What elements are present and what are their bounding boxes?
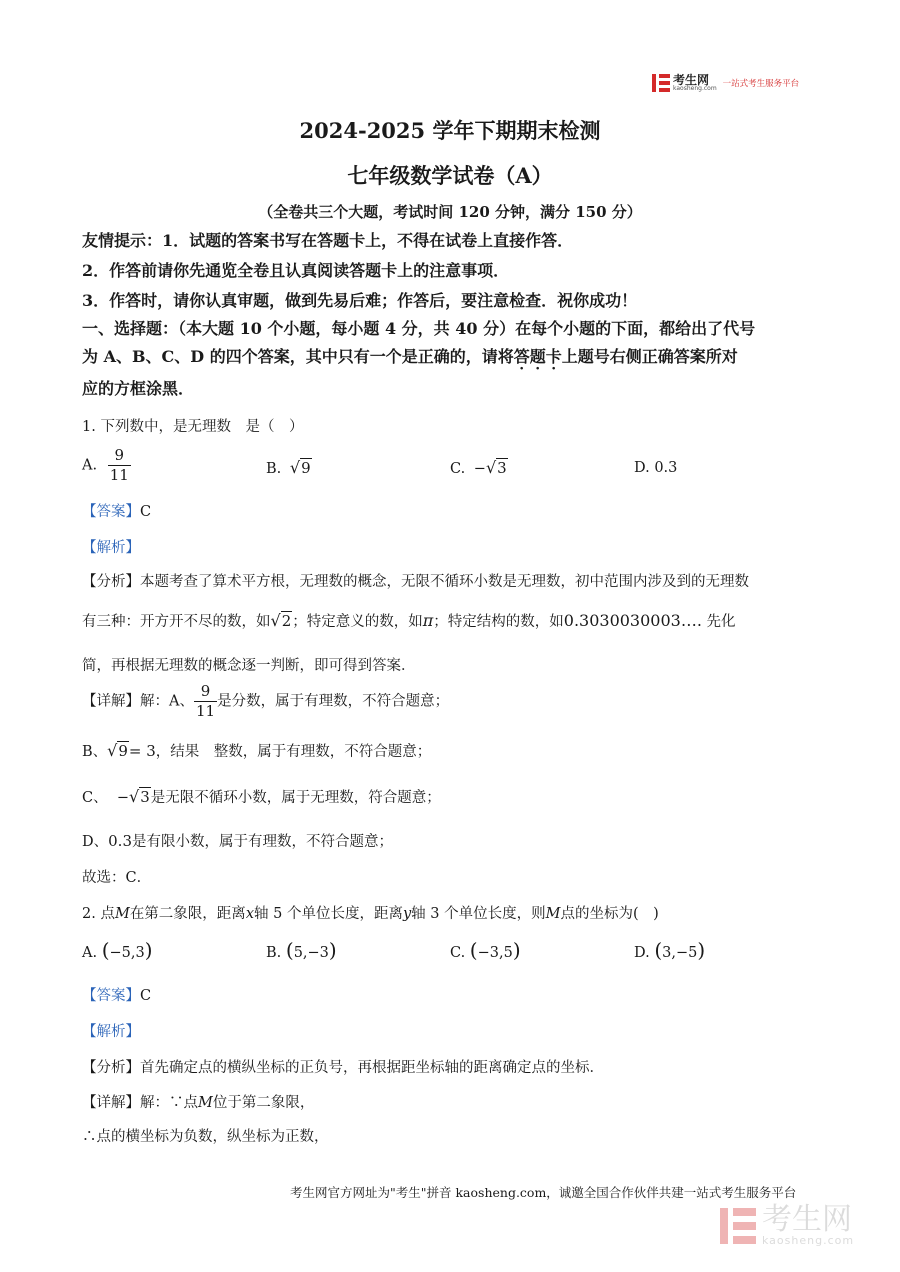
q1-answer: 【答案】C <box>82 504 152 520</box>
q2-answer: 【答案】C <box>82 988 152 1004</box>
q2-option-c: C. (−3,5) <box>450 938 521 962</box>
q1-option-a: A. $\frac{9}{11}$ <box>82 446 129 484</box>
q2-detail: 【详解】解：∵点M位于第二象限， <box>82 1095 315 1111</box>
q1-conclusion: 故选：C． <box>82 870 152 886</box>
logo-slogan: 一站式考生服务平台 <box>722 79 800 89</box>
footer-text: 考生网官方网址为"考生"拼音 kaosheng.com，诚邀全国合作伙伴共建一站式考生服务平台 <box>290 1185 797 1200</box>
tip-2: 2．作答前请你先通览全卷且认真阅读答题卡上的注意事项． <box>82 261 510 280</box>
q2-stem: 2. 点M在第二象限，距离x轴 5 个单位长度，距离y轴 3 个单位长度，则M点的坐标为( ) <box>82 906 659 922</box>
q1-detail-d: D、0.3是有限小数，属于有理数，不符合题意； <box>82 832 393 850</box>
exam-title: 2024-2025 学年下期期末检测 <box>299 118 601 143</box>
watermark-icon <box>720 1208 756 1244</box>
logo-url: kaosheng.com <box>673 85 717 92</box>
section1-line1: 一、选择题：（本大题 10 个小题，每小题 4 分，共 40 分）在每个小题的下面，都给出了代号 <box>82 319 756 338</box>
q2-analysis-tag: 【解析】 <box>82 1024 140 1040</box>
q1-detail-a: 【详解】解：A、 $\frac{9}{11}$ 是分数，属于有理数，不符合题意； <box>82 682 450 720</box>
q1-fenxi-line2: 有三种：开方开不尽的数，如√2；特定意义的数，如π；特定结构的数，如0.3030030003…. 先化 <box>82 611 736 630</box>
logo-icon <box>652 74 670 92</box>
watermark-name: 考生网 <box>762 1202 852 1237</box>
q2-last-line: ∴点的横坐标为负数，纵坐标为正数， <box>82 1129 329 1145</box>
q2-option-d: D. (3,−5) <box>634 938 706 962</box>
q2-option-b: B. (5,−3) <box>266 938 337 962</box>
watermark-url: kaosheng.com <box>762 1234 855 1247</box>
watermark-logo <box>720 1202 855 1247</box>
q1-option-c: C. −√3 <box>450 458 507 477</box>
q2-fenxi: 【分析】首先确定点的横纵坐标的正负号，再根据距坐标轴的距离确定点的坐标． <box>82 1060 604 1076</box>
q1-option-b: B. √9 <box>266 458 311 477</box>
exam-subtitle: 七年级数学试卷（A） <box>347 163 553 188</box>
q1-option-d: D. 0.3 <box>634 460 678 476</box>
section1-line3: 应的方框涂黑． <box>82 379 195 398</box>
tip-3: 3．作答时，请你认真审题，做到先易后难；作答后，要注意检查．祝你成功！ <box>82 291 638 310</box>
q1-analysis-tag: 【解析】 <box>82 540 140 556</box>
header-logo <box>652 72 799 94</box>
q2-option-a: A. (−5,3) <box>82 938 153 962</box>
logo-name: 考生网 <box>673 73 710 87</box>
section1-line2: 为 A、B、C、D 的四个答案，其中只有一个是正确的，请将答题卡上题号右侧正确答案所对 <box>82 347 738 366</box>
tip-1: 友情提示：1．试题的答案书写在答题卡上，不得在试卷上直接作答． <box>82 231 574 250</box>
q1-stem: 1. 下列数中，是无理数 是（ ） <box>82 419 304 435</box>
exam-info: （全卷共三个大题，考试时间 120 分钟，满分 150 分） <box>258 203 642 221</box>
q1-detail-b: B、√9= 3，结果 整数，属于有理数，不符合题意； <box>82 741 432 760</box>
q1-fenxi-line3: 简，再根据无理数的概念逐一判断，即可得到答案． <box>82 658 416 674</box>
q1-fenxi-line1: 【分析】本题考查了算术平方根，无理数的概念，无限不循环小数是无理数，初中范围内涉及到的无理数 <box>82 574 749 590</box>
q1-detail-c: C、 −√3是无限不循环小数，属于无理数，符合题意； <box>82 787 441 806</box>
